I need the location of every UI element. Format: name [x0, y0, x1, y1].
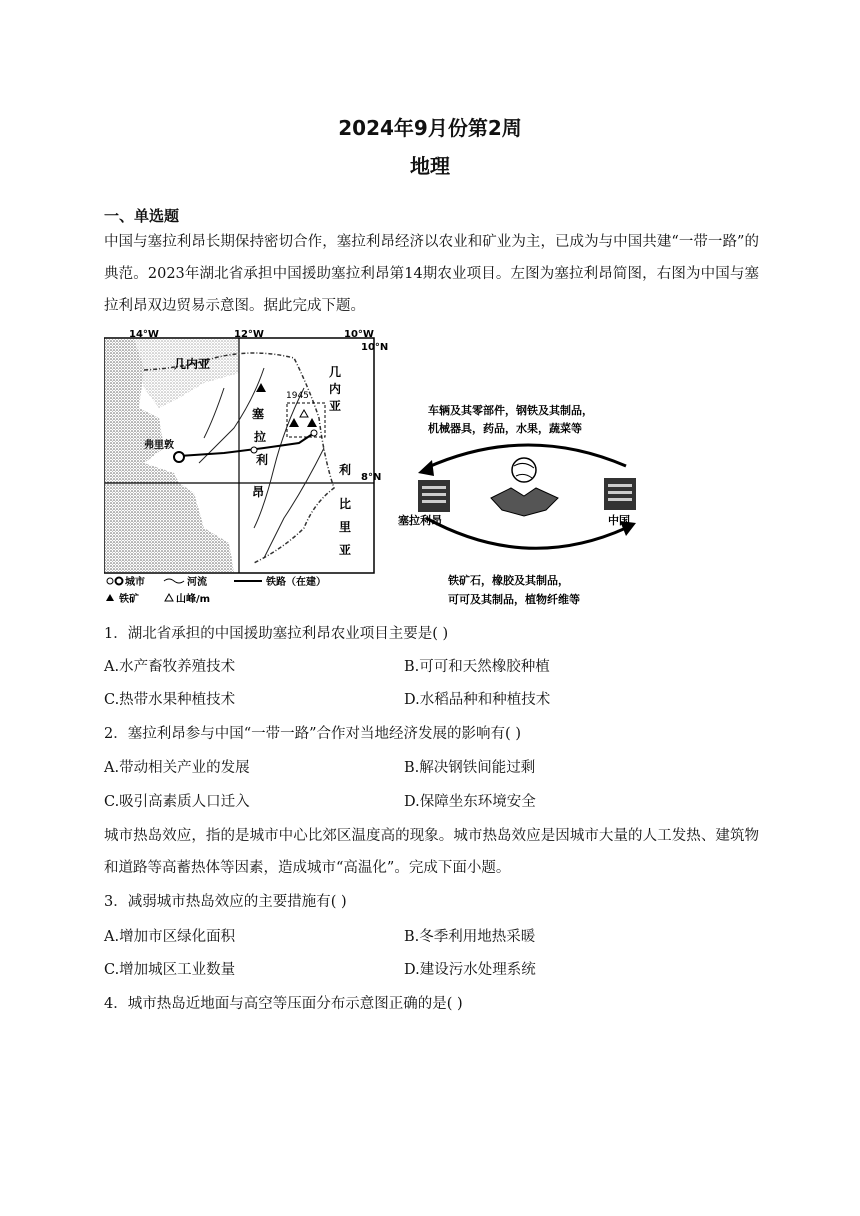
q3-option-d[interactable]: D.建设污水处理系统	[404, 962, 536, 978]
figures	[104, 328, 651, 610]
exports-text-line1: 车辆及其零部件，钢铁及其制品，	[428, 404, 593, 417]
country-label: 里	[339, 520, 352, 534]
country-label: 利	[256, 453, 269, 467]
legend-city: 城市	[125, 577, 145, 588]
sierra-leone-map	[104, 328, 391, 610]
country-label: 拉	[254, 430, 267, 444]
q3-option-c[interactable]: C.增加城区工业数量	[104, 962, 236, 978]
country-label: 亚	[329, 399, 342, 413]
passage-1: 中国与塞拉利昂长期保持密切合作，塞拉利昂经济以农业和矿业为主，已成为与中国共建“一带一路”的典范。2023年湖北省承担中国援助塞拉利昂第14期农业项目。左图为塞拉利昂简图，右图为中国与塞拉利昂双边贸易示意图。据此完成下题。	[104, 234, 759, 314]
china-label: 中国	[608, 514, 630, 527]
page-title: 2024年9月份第2周	[338, 116, 522, 140]
q3-option-a[interactable]: A.增加市区绿化面积	[104, 929, 236, 945]
q2-option-a[interactable]: A.带动相关产业的发展	[104, 760, 250, 776]
question-3-stem: 3．减弱城市热岛效应的主要措施有( )	[104, 894, 347, 910]
country-label: 亚	[339, 543, 352, 557]
legend-iron: 铁矿	[119, 594, 139, 605]
country-label: 几内亚	[174, 357, 211, 371]
q1-option-c[interactable]: C.热带水果种植技术	[104, 692, 236, 708]
exports-text-line2: 机械器具，药品，水果，蔬菜等	[428, 422, 582, 435]
legend-iron-icon	[106, 594, 114, 601]
question-1-stem: 1．湖北省承担的中国援助塞拉利昂农业项目主要是( )	[104, 626, 449, 642]
peak-label: 1945	[286, 391, 309, 401]
question-4-stem: 4．城市热岛近地面与高空等压面分布示意图正确的是( )	[104, 996, 463, 1012]
country-label: 昂	[252, 485, 265, 499]
trade-diagram	[396, 328, 651, 610]
q1-option-b[interactable]: B.可可和天然橡胶种植	[404, 659, 550, 675]
city-marker	[311, 430, 317, 436]
legend-peak-icon	[165, 594, 173, 601]
q2-option-d[interactable]: D.保障坐东环境安全	[404, 794, 536, 810]
q2-option-c[interactable]: C.吸引高素质人口迁入	[104, 794, 250, 810]
city-label: 弗里敦	[144, 440, 174, 451]
q1-option-a[interactable]: A.水产畜牧养殖技术	[104, 659, 236, 675]
globe-icon	[512, 458, 536, 482]
q3-option-b[interactable]: B.冬季利用地热采暖	[404, 929, 536, 945]
country-label: 利	[339, 463, 352, 477]
handshake-icon	[491, 488, 558, 516]
q2-option-b[interactable]: B.解决钢铁间能过剩	[404, 760, 536, 776]
country-label: 塞	[252, 407, 265, 421]
legend-peak: 山峰/m	[176, 594, 211, 605]
arrow-head-left	[418, 460, 434, 476]
q1-option-d[interactable]: D.水稻品种和种植技术	[404, 692, 551, 708]
imports-text-line1: 铁矿石，橡胶及其制品，	[448, 574, 569, 587]
legend-river-icon	[164, 579, 184, 583]
legend-city-icon	[116, 578, 123, 585]
lat-label: 10°N	[361, 342, 389, 353]
arrow-sierra-to-china	[426, 518, 626, 548]
lat-label: 8°N	[361, 472, 382, 483]
passage-2: 城市热岛效应，指的是城市中心比郊区温度高的现象。城市热岛效应是因城市大量的人工发热、建筑物和道路等高蓄热体等因素，造成城市“高温化”。完成下面小题。	[104, 828, 759, 876]
legend-city-icon	[107, 578, 113, 584]
lon-label: 12°W	[234, 329, 264, 340]
question-2-stem: 2．塞拉利昂参与中国“一带一路”合作对当地经济发展的影响有( )	[104, 726, 521, 742]
sierra-leone-label: 塞拉利昂	[398, 514, 442, 527]
imports-text-line2: 可可及其制品，植物纤维等	[448, 593, 580, 606]
legend-railway: 铁路（在建）	[266, 577, 326, 588]
section-heading: 一、单选题	[104, 207, 180, 225]
lon-label: 14°W	[129, 329, 159, 340]
lon-label: 10°W	[344, 329, 374, 340]
subject-title: 地理	[410, 154, 450, 178]
country-label: 内	[329, 382, 342, 396]
legend-river: 河流	[187, 577, 207, 588]
country-label: 比	[339, 497, 352, 511]
country-label: 几	[329, 365, 342, 379]
city-marker-freetown	[174, 452, 184, 462]
